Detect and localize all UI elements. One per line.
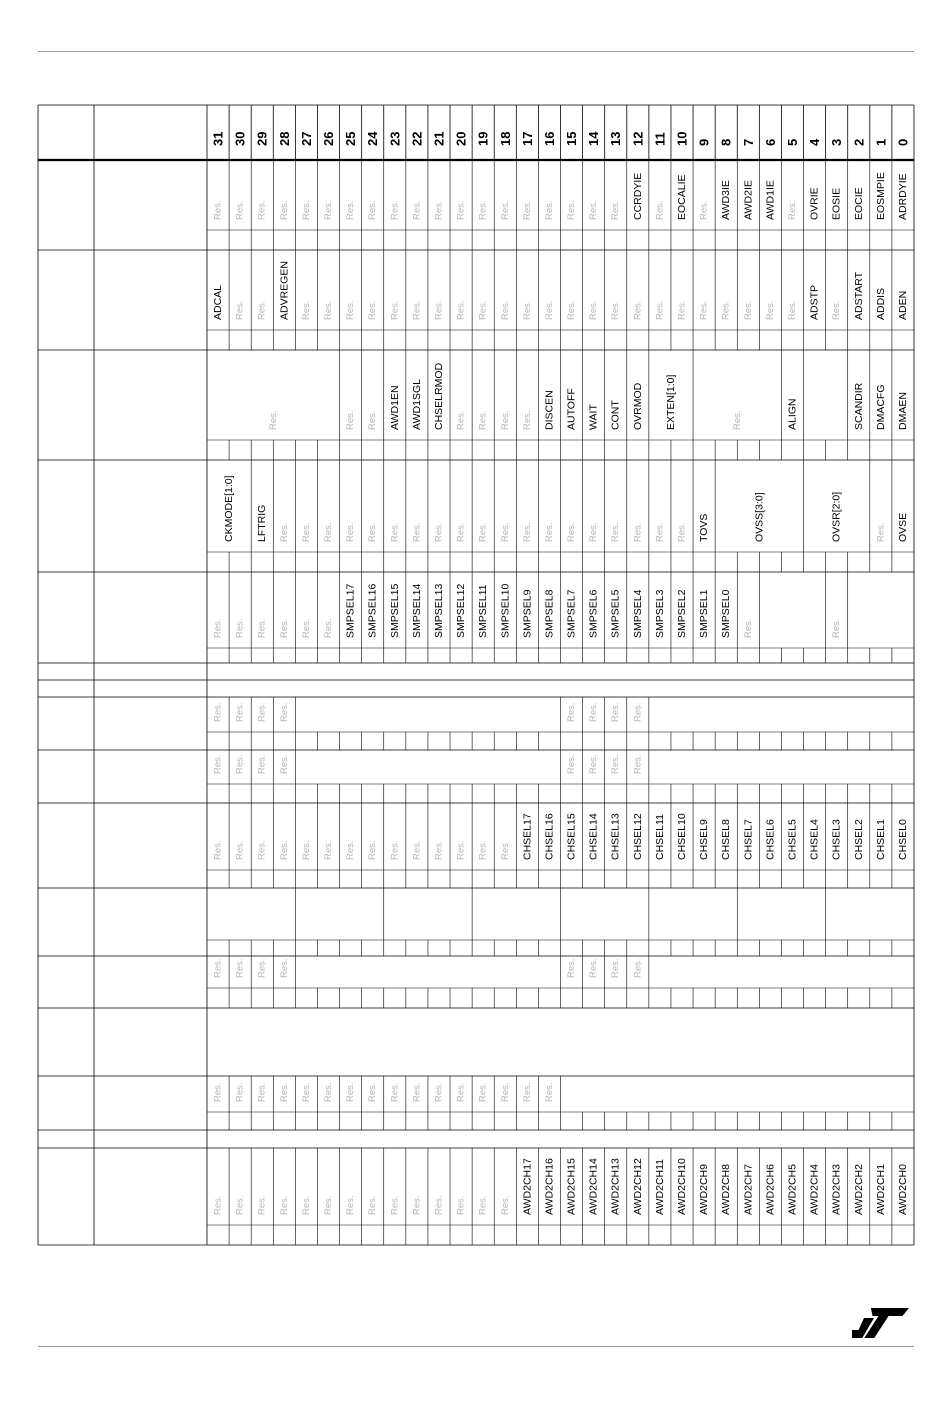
- bit-number-label: 5: [784, 138, 800, 146]
- bit-number-label: 9: [696, 138, 712, 146]
- field-name-label: AWD2IE: [742, 180, 755, 220]
- reserved-bit-label: Res.: [720, 300, 732, 320]
- bit-number-label: 0: [895, 138, 911, 146]
- field-name-label: OVRIE: [808, 187, 821, 220]
- field-name-label: SMPSEL14: [410, 583, 423, 638]
- bit-number-label: 27: [298, 131, 314, 146]
- reserved-bit-label: Res.: [566, 300, 578, 320]
- bit-number-label: 22: [409, 131, 425, 146]
- reserved-bit-label: Res.: [654, 522, 666, 542]
- reserved-bit-label: Res.: [278, 522, 290, 542]
- reserved-bit-label: Res.: [300, 618, 312, 638]
- reserved-bit-label: Res.: [256, 1195, 268, 1215]
- bit-number-label: 4: [807, 138, 823, 146]
- field-name-label: AWD2CH1: [874, 1164, 887, 1215]
- reserved-bit-label: Res.: [234, 300, 246, 320]
- field-name-label: SMPSEL3: [653, 589, 666, 638]
- field-name-label: CHSELRMOD: [432, 362, 445, 430]
- reserved-bit-label: Res.: [499, 1082, 511, 1102]
- reserved-bit-label: Res.: [212, 1082, 224, 1102]
- reserved-bit-label: Res.: [323, 200, 335, 220]
- reserved-bit-label: Res.: [411, 300, 423, 320]
- reserved-bit-label: Res.: [588, 754, 600, 774]
- reserved-bit-label: Res.: [433, 200, 445, 220]
- reserved-bit-label: Res.: [256, 300, 268, 320]
- bit-number-label: 19: [475, 131, 491, 146]
- bit-number-label: 17: [519, 131, 535, 146]
- field-name-label: DMACFG: [874, 384, 887, 430]
- reserved-bit-label: Res.: [742, 618, 754, 638]
- field-name-label: SMPSEL6: [587, 589, 600, 638]
- bit-number-label: 6: [762, 138, 778, 146]
- reserved-bit-label: Res.: [278, 958, 290, 978]
- reserved-bit-label: Res.: [698, 200, 710, 220]
- field-name-label: SMPSEL8: [543, 589, 556, 638]
- bit-number-label: 30: [232, 131, 248, 146]
- bit-number-label: 16: [541, 131, 557, 146]
- reserved-bit-label: Res.: [300, 840, 312, 860]
- reserved-bit-label: Res.: [521, 200, 533, 220]
- field-name-label: WAIT: [587, 404, 600, 430]
- reserved-bit-label: Res.: [278, 1082, 290, 1102]
- field-name-label: AWD2CH17: [521, 1158, 534, 1215]
- field-name-label: AWD2CH8: [720, 1164, 733, 1215]
- reserved-bit-label: Res: [499, 843, 511, 860]
- bit-number-label: 26: [321, 131, 337, 146]
- reserved-bit-label: Res.: [212, 618, 224, 638]
- field-name-label: CHSEL4: [808, 819, 821, 860]
- reserved-bit-label: Res.: [875, 522, 887, 542]
- field-name-label: ADSTP: [808, 284, 821, 320]
- reserved-bit-label: Res.: [389, 200, 401, 220]
- reserved-bit-label: Res.: [477, 522, 489, 542]
- reserved-bit-label: Res.: [588, 200, 600, 220]
- bit-number-label: 14: [586, 131, 602, 146]
- field-name-label: CHSEL8: [720, 819, 733, 860]
- field-name-label: AWD1IE: [764, 180, 777, 220]
- reserved-bit-label: Res.: [411, 522, 423, 542]
- field-name-label: AWD2CH11: [653, 1158, 666, 1215]
- reserved-bit-label: Res.: [588, 522, 600, 542]
- field-name-label: DISCEN: [543, 390, 556, 430]
- reserved-bit-label: Res.: [234, 958, 246, 978]
- field-name-label: ADCAL: [212, 284, 225, 320]
- reserved-bit-label: Res.: [654, 300, 666, 320]
- reserved-bit-label: Res.: [477, 1195, 489, 1215]
- field-name-label: SMPSEL2: [676, 589, 689, 638]
- reserved-bit-label: Res.: [455, 840, 467, 860]
- reserved-bit-label: Res.: [323, 1195, 335, 1215]
- field-name-label: OVRMOD: [631, 382, 644, 430]
- reserved-bit-label: Res.: [234, 840, 246, 860]
- field-name-label: AWD2CH15: [565, 1158, 578, 1215]
- reserved-bit-label: Res.: [477, 1082, 489, 1102]
- field-name-label: SMPSEL15: [388, 583, 401, 638]
- reserved-bit-label: Res.: [345, 1195, 357, 1215]
- bit-number-label: 11: [652, 132, 668, 146]
- bit-number-label: 29: [254, 131, 270, 146]
- field-name-label: CHSEL15: [565, 813, 578, 860]
- reserved-bit-label: Res.: [300, 522, 312, 542]
- reserved-bit-label: Res.: [300, 200, 312, 220]
- reserved-bit-label: Res.: [654, 200, 666, 220]
- field-name-label: CHSEL2: [852, 819, 865, 860]
- field-name-label: AWD1EN: [388, 385, 401, 430]
- reserved-bit-label: Res.: [831, 618, 843, 638]
- reserved-bit-label: Res.: [234, 702, 246, 722]
- field-name-label: LFTRIG: [256, 504, 269, 542]
- field-name-label: CHSEL6: [764, 819, 777, 860]
- reserved-bit-label: Res.: [742, 300, 754, 320]
- field-name-label: AWD2CH7: [742, 1164, 755, 1215]
- field-name-label: CHSEL7: [742, 819, 755, 860]
- reserved-bit-label: Res.: [367, 200, 379, 220]
- reserved-bit-label: Res.: [632, 754, 644, 774]
- field-name-label: AWD2CH14: [587, 1158, 600, 1215]
- reserved-bit-label: Res.: [389, 522, 401, 542]
- field-name-label: SMPSEL16: [366, 583, 379, 638]
- reserved-bit-label: Res.: [566, 754, 578, 774]
- field-name-label: CHSEL9: [698, 819, 711, 860]
- field-name-label: CHSEL3: [830, 819, 843, 860]
- reserved-bit-label: Res.: [566, 522, 578, 542]
- bit-number-label: 12: [630, 131, 646, 146]
- reserved-bit-label: Res.: [323, 300, 335, 320]
- field-name-label: SMPSEL10: [499, 583, 512, 638]
- field-name-label: AWD2CH0: [896, 1164, 909, 1215]
- reserved-bit-label: Res.: [477, 300, 489, 320]
- field-name-label: SMPSEL0: [720, 589, 733, 638]
- reserved-bit-label: Res.: [543, 200, 555, 220]
- field-name-label: CHSEL12: [631, 813, 644, 860]
- reserved-bit-label: Res.: [610, 200, 622, 220]
- field-name-label: AWD2CH2: [852, 1164, 865, 1215]
- field-name-label: SMPSEL5: [609, 589, 622, 638]
- reserved-bit-label: Res.: [786, 200, 798, 220]
- field-name-label: OVSE: [896, 512, 909, 542]
- field-name-label: AWD2CH4: [808, 1164, 821, 1215]
- reserved-bit-label: Res.: [278, 1195, 290, 1215]
- reserved-bit-label: Res.: [543, 1082, 555, 1102]
- reserved-bit-label: Res.: [521, 410, 533, 430]
- reserved-bit-label: Res.: [543, 300, 555, 320]
- reserved-bit-label: Res.: [212, 754, 224, 774]
- field-name-label: EOSMPIE: [874, 172, 887, 220]
- field-name-label: AWD1SGL: [410, 379, 423, 430]
- reserved-bit-label: Res.: [212, 1195, 224, 1215]
- reserved-bit-label: Res.: [212, 958, 224, 978]
- bit-number-label: 1: [873, 138, 889, 146]
- bit-number-label: 21: [431, 131, 447, 146]
- reserved-bit-label: Res.: [278, 618, 290, 638]
- field-name-label: CHSEL0: [896, 819, 909, 860]
- reserved-bit-label: Res.: [831, 300, 843, 320]
- field-name-label: OVSS[3:0]: [753, 492, 766, 542]
- bit-number-label: 7: [740, 138, 756, 146]
- reserved-bit-label: Res.: [521, 300, 533, 320]
- field-name-label: OVSR[2:0]: [830, 491, 843, 542]
- reserved-bit-label: Res.: [267, 410, 279, 430]
- reserved-bit-label: Res.: [566, 200, 578, 220]
- bit-number-label: 20: [453, 131, 469, 146]
- reserved-bit-label: Res.: [323, 840, 335, 860]
- field-name-label: EOSIE: [830, 187, 843, 220]
- reserved-bit-label: Res.: [455, 1082, 467, 1102]
- reserved-bit-label: Res.: [521, 522, 533, 542]
- field-name-label: SMPSEL11: [477, 584, 490, 638]
- reserved-bit-label: Res.: [367, 1082, 379, 1102]
- reserved-bit-label: Res.: [411, 200, 423, 220]
- reserved-bit-label: Res.: [455, 522, 467, 542]
- reserved-bit-label: Res.: [786, 300, 798, 320]
- bit-number-label: 13: [608, 131, 624, 146]
- field-name-label: SCANDIR: [852, 382, 865, 430]
- reserved-bit-label: Res.: [278, 702, 290, 722]
- field-name-label: CHSEL1: [874, 819, 887, 860]
- bit-number-label: 2: [851, 138, 867, 146]
- field-name-label: ADSTART: [852, 271, 865, 320]
- reserved-bit-label: Res.: [433, 522, 445, 542]
- reserved-bit-label: Res.: [278, 840, 290, 860]
- reserved-bit-label: Res.: [566, 702, 578, 722]
- reserved-bit-label: Res.: [367, 522, 379, 542]
- reserved-bit-label: Res.: [323, 522, 335, 542]
- field-name-label: EOCIE: [852, 187, 865, 220]
- reserved-bit-label: Res.: [411, 840, 423, 860]
- field-name-label: CKMODE[1:0]: [223, 475, 236, 542]
- field-name-label: AWD2CH10: [676, 1158, 689, 1215]
- field-name-label: CHSEL13: [609, 813, 622, 860]
- reserved-bit-label: Res.: [433, 1082, 445, 1102]
- field-name-label: AWD2CH3: [830, 1164, 843, 1215]
- reserved-bit-label: Res.: [278, 200, 290, 220]
- reserved-bit-label: Res.: [499, 522, 511, 542]
- reserved-bit-label: Res.: [632, 300, 644, 320]
- field-name-label: CCRDYIE: [631, 172, 644, 220]
- field-name-label: SMPSEL12: [455, 583, 468, 638]
- field-name-label: CHSEL10: [676, 813, 689, 860]
- reserved-bit-label: Res.: [588, 702, 600, 722]
- reserved-bit-label: Res.: [698, 300, 710, 320]
- reserved-bit-label: Res.: [256, 702, 268, 722]
- field-name-label: SMPSEL7: [565, 589, 578, 638]
- reserved-bit-label: Res.: [212, 200, 224, 220]
- reserved-bit-label: Res.: [521, 1082, 533, 1102]
- bit-number-label: 28: [276, 131, 292, 146]
- reserved-bit-label: Res.: [477, 200, 489, 220]
- reserved-bit-label: Res.: [234, 200, 246, 220]
- reserved-bit-label: Res.: [345, 840, 357, 860]
- field-name-label: AWD3IE: [720, 180, 733, 220]
- reserved-bit-label: Res.: [234, 618, 246, 638]
- reserved-bit-label: Res.: [433, 840, 445, 860]
- field-name-label: AWD2CH13: [609, 1158, 622, 1215]
- field-name-label: EXTEN[1:0]: [664, 374, 677, 430]
- reserved-bit-label: Res.: [499, 200, 511, 220]
- bit-number-label: 15: [564, 131, 580, 146]
- reserved-bit-label: Res.: [455, 1195, 467, 1215]
- reserved-bit-label: Res.: [610, 300, 622, 320]
- field-name-label: ADVREGEN: [278, 261, 291, 320]
- reserved-bit-label: Res.: [367, 300, 379, 320]
- reserved-bit-label: Res.: [323, 618, 335, 638]
- reserved-bit-label: Res.: [610, 522, 622, 542]
- reserved-bit-label: Res.: [433, 1195, 445, 1215]
- reserved-bit-label: Res.: [256, 1082, 268, 1102]
- field-name-label: TOVS: [698, 513, 711, 542]
- field-name-label: ADEN: [896, 290, 909, 320]
- reserved-bit-label: Res.: [278, 754, 290, 774]
- reserved-bit-label: Res.: [632, 702, 644, 722]
- reserved-bit-label: Res.: [300, 1082, 312, 1102]
- bit-number-label: 3: [829, 138, 845, 146]
- field-name-label: EOCALIE: [676, 174, 689, 220]
- field-name-label: AWD2CH5: [786, 1164, 799, 1215]
- field-name-label: CHSEL5: [786, 819, 799, 860]
- field-name-label: CHSEL17: [521, 813, 534, 860]
- bit-number-label: 18: [497, 131, 513, 146]
- reserved-bit-label: Res.: [345, 1082, 357, 1102]
- reserved-bit-label: Res.: [610, 754, 622, 774]
- reserved-bit-label: Res.: [543, 522, 555, 542]
- field-name-label: AWD2CH16: [543, 1158, 556, 1215]
- bit-number-label: 24: [365, 131, 381, 146]
- reserved-bit-label: Res.: [234, 1082, 246, 1102]
- field-name-label: SMPSEL1: [698, 589, 711, 638]
- reserved-bit-label: Res.: [345, 522, 357, 542]
- reserved-bit-label: Res.: [499, 410, 511, 430]
- field-name-label: SMPSEL9: [521, 589, 534, 638]
- reserved-bit-label: Res.: [588, 958, 600, 978]
- reserved-bit-label: Res.: [256, 200, 268, 220]
- reserved-bit-label: Res.: [477, 410, 489, 430]
- reserved-bit-label: Res.: [300, 300, 312, 320]
- field-name-label: CONT: [609, 400, 622, 430]
- reserved-bit-label: Res.: [676, 300, 688, 320]
- field-name-label: SMPSEL13: [432, 583, 445, 638]
- reserved-bit-label: Res.: [411, 1082, 423, 1102]
- reserved-bit-label: Res.: [256, 840, 268, 860]
- reserved-bit-label: Res.: [256, 754, 268, 774]
- reserved-bit-label: Res.: [632, 958, 644, 978]
- field-name-label: ADDIS: [874, 287, 887, 320]
- field-name-label: ALIGN: [786, 398, 799, 430]
- field-name-label: AWD2CH12: [631, 1158, 644, 1215]
- bit-number-label: 10: [674, 131, 690, 146]
- field-name-label: AWD2CH6: [764, 1164, 777, 1215]
- reserved-bit-label: Res.: [389, 1195, 401, 1215]
- reserved-bit-label: Res.: [411, 1195, 423, 1215]
- reserved-bit-label: Res.: [499, 300, 511, 320]
- reserved-bit-label: Res.: [676, 522, 688, 542]
- reserved-bit-label: Res.: [610, 958, 622, 978]
- reserved-bit-label: Res.: [764, 300, 776, 320]
- reserved-bit-label: Res.: [345, 410, 357, 430]
- reserved-bit-label: Res.: [212, 840, 224, 860]
- reserved-bit-label: Res.: [499, 1195, 511, 1215]
- reserved-bit-label: Res.: [731, 410, 743, 430]
- reserved-bit-label: Res.: [389, 840, 401, 860]
- reserved-bit-label: Res.: [345, 200, 357, 220]
- reserved-bit-label: Res.: [234, 1195, 246, 1215]
- reserved-bit-label: Res.: [234, 754, 246, 774]
- reserved-bit-label: Res.: [455, 300, 467, 320]
- field-name-label: CHSEL14: [587, 813, 600, 860]
- reserved-bit-label: Res.: [566, 958, 578, 978]
- bit-number-label: 25: [343, 131, 359, 146]
- field-name-label: SMPSEL17: [344, 583, 357, 638]
- field-name-label: SMPSEL4: [631, 589, 644, 638]
- reserved-bit-label: Res.: [323, 1082, 335, 1102]
- reserved-bit-label: Res.: [367, 410, 379, 430]
- field-name-label: CHSEL11: [653, 814, 666, 860]
- reserved-bit-label: Res.: [345, 300, 357, 320]
- reserved-bit-label: Res.: [300, 1195, 312, 1215]
- reserved-bit-label: Res.: [367, 1195, 379, 1215]
- reserved-bit-label: Res.: [433, 300, 445, 320]
- bit-number-label: 8: [718, 138, 734, 146]
- reserved-bit-label: Res.: [256, 958, 268, 978]
- reserved-bit-label: Res.: [610, 702, 622, 722]
- field-name-label: DMAEN: [896, 392, 909, 430]
- st-logo-icon: [852, 1304, 912, 1342]
- bit-number-label: 23: [387, 131, 403, 146]
- field-name-label: AUTOFF: [565, 388, 578, 430]
- reserved-bit-label: Res.: [212, 702, 224, 722]
- field-name-label: CHSEL16: [543, 813, 556, 860]
- field-name-label: AWD2CH9: [698, 1164, 711, 1215]
- reserved-bit-label: Res.: [455, 200, 467, 220]
- reserved-bit-label: Res.: [588, 300, 600, 320]
- reserved-bit-label: Res.: [455, 410, 467, 430]
- reserved-bit-label: Res.: [367, 840, 379, 860]
- reserved-bit-label: Res.: [389, 300, 401, 320]
- reserved-bit-label: Res.: [256, 618, 268, 638]
- reserved-bit-label: Res.: [632, 522, 644, 542]
- reserved-bit-label: Res.: [477, 840, 489, 860]
- field-name-label: ADRDYIE: [896, 173, 909, 220]
- reserved-bit-label: Res.: [389, 1082, 401, 1102]
- bit-number-label: 31: [210, 131, 226, 146]
